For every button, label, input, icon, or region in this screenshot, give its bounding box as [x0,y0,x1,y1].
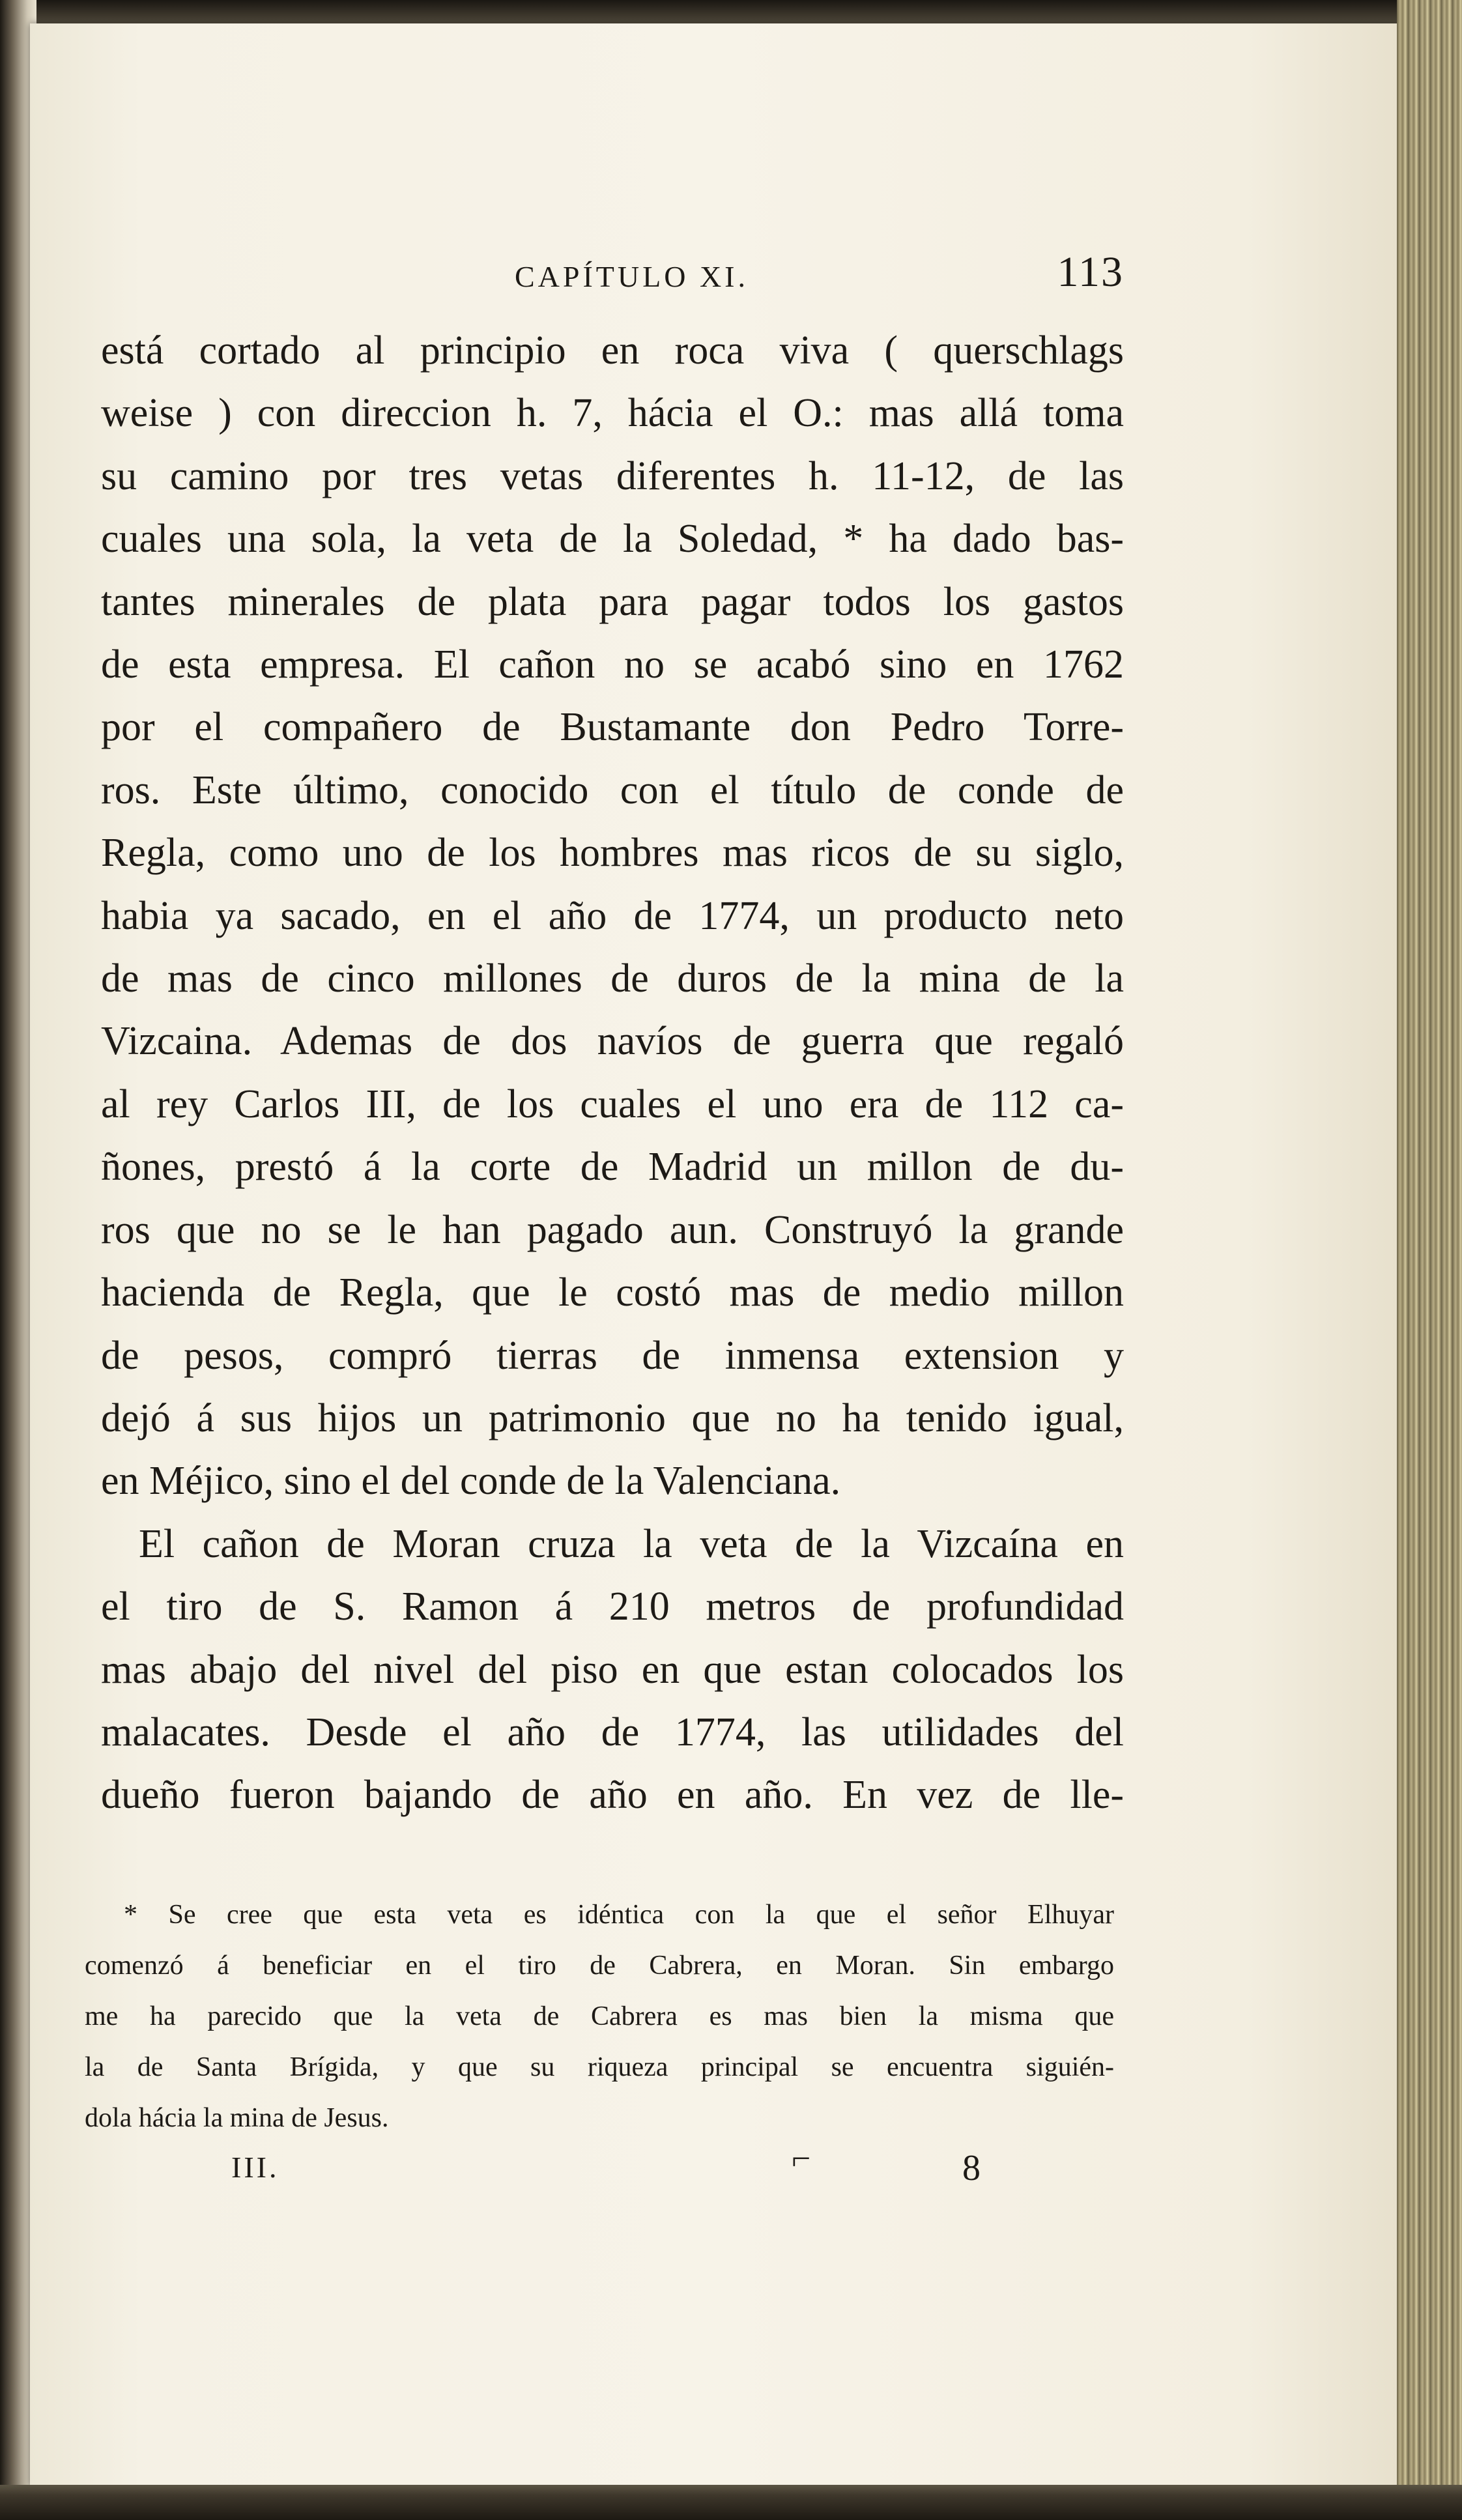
text-line: habia ya sacado, en el año de 1774, un producto neto [101,893,1124,938]
text-line: mas abajo del nivel del piso en que estan colocados los [101,1647,1124,1692]
text-line: ñones, prestó á la corte de Madrid un millon de du- [101,1145,1124,1190]
scan-bottom-edge [0,2485,1462,2520]
footnote-line: me ha parecido que la veta de Cabrera es mas bien la misma que [85,2001,1114,2031]
text-line: El cañon de Moran cruza la veta de la Vizcaína en [139,1521,1124,1566]
text-line: al rey Carlos III, de los cuales el uno era de 112 ca- [101,1081,1124,1126]
text-line: ros que no se le han pagado aun. Construyó la grande [101,1207,1124,1252]
printer-mark: ⌐ [792,2140,811,2177]
text-line: hacienda de Regla, que le costó mas de medio millon [101,1270,1124,1315]
text-line: su camino por tres vetas diferentes h. 11-12, de las [101,453,1124,498]
text-line: por el compañero de Bustamante don Pedro Torre- [101,705,1124,750]
scan-top-edge [0,0,1462,26]
text-line: dejó á sus hijos un patrimonio que no ha tenido igual, [101,1396,1124,1440]
text-line: de pesos, compró tierras de inmensa extension y [101,1333,1124,1378]
text-line: tantes minerales de plata para pagar todos los gastos [101,579,1124,624]
text-line: el tiro de S. Ramon á 210 metros de profundidad [101,1584,1124,1629]
printer-signature [231,2140,981,2196]
text-line: está cortado al principio en roca viva ( querschlags [101,328,1124,373]
footnote-line: dola hácia la mina de Jesus. [85,2103,389,2133]
chapter-heading: CAPÍTULO XI. [515,260,749,293]
text-line: en Méjico, sino el del conde de la Valenciana. [101,1459,841,1504]
text-line: Vizcaina. Ademas de dos navíos de guerra que regaló [101,1019,1124,1064]
footnote-line: la de Santa Brígida, y que su riqueza principal se encuentra siguién- [85,2052,1114,2082]
main-text-block [101,248,1124,1827]
volume-mark: III. [231,2151,280,2184]
text-line: de mas de cinco millones de duros de la mina de la [101,956,1124,1001]
text-line: cuales una sola, la veta de la Soledad, * ha dado bas- [101,517,1124,562]
text-line: weise ) con direccion h. 7, hácia el O.: mas allá toma [101,391,1124,436]
text-line: dueño fueron bajando de año en año. En vez de lle- [101,1773,1124,1818]
footnote [85,1889,1114,2143]
footnote-line: * Se cree que esta veta es idéntica con la que el señor Elhuyar [124,1900,1114,1930]
page-fore-edge [1397,0,1462,2520]
footnote-line: comenzó á beneficiar en el tiro de Cabrera, en Moran. Sin embargo [85,1951,1114,1981]
body-text [101,319,1124,1827]
text-line: malacates. Desde el año de 1774, las utilidades del [101,1710,1124,1754]
text-line: de esta empresa. El cañon no se acabó sino en 1762 [101,642,1124,687]
running-head [101,248,1124,319]
text-line: Regla, como uno de los hombres mas ricos de su siglo, [101,831,1124,876]
sheet-number: 8 [962,2148,981,2188]
page-number: 113 [1057,248,1124,296]
text-line: ros. Este último, conocido con el título de conde de [101,767,1124,812]
